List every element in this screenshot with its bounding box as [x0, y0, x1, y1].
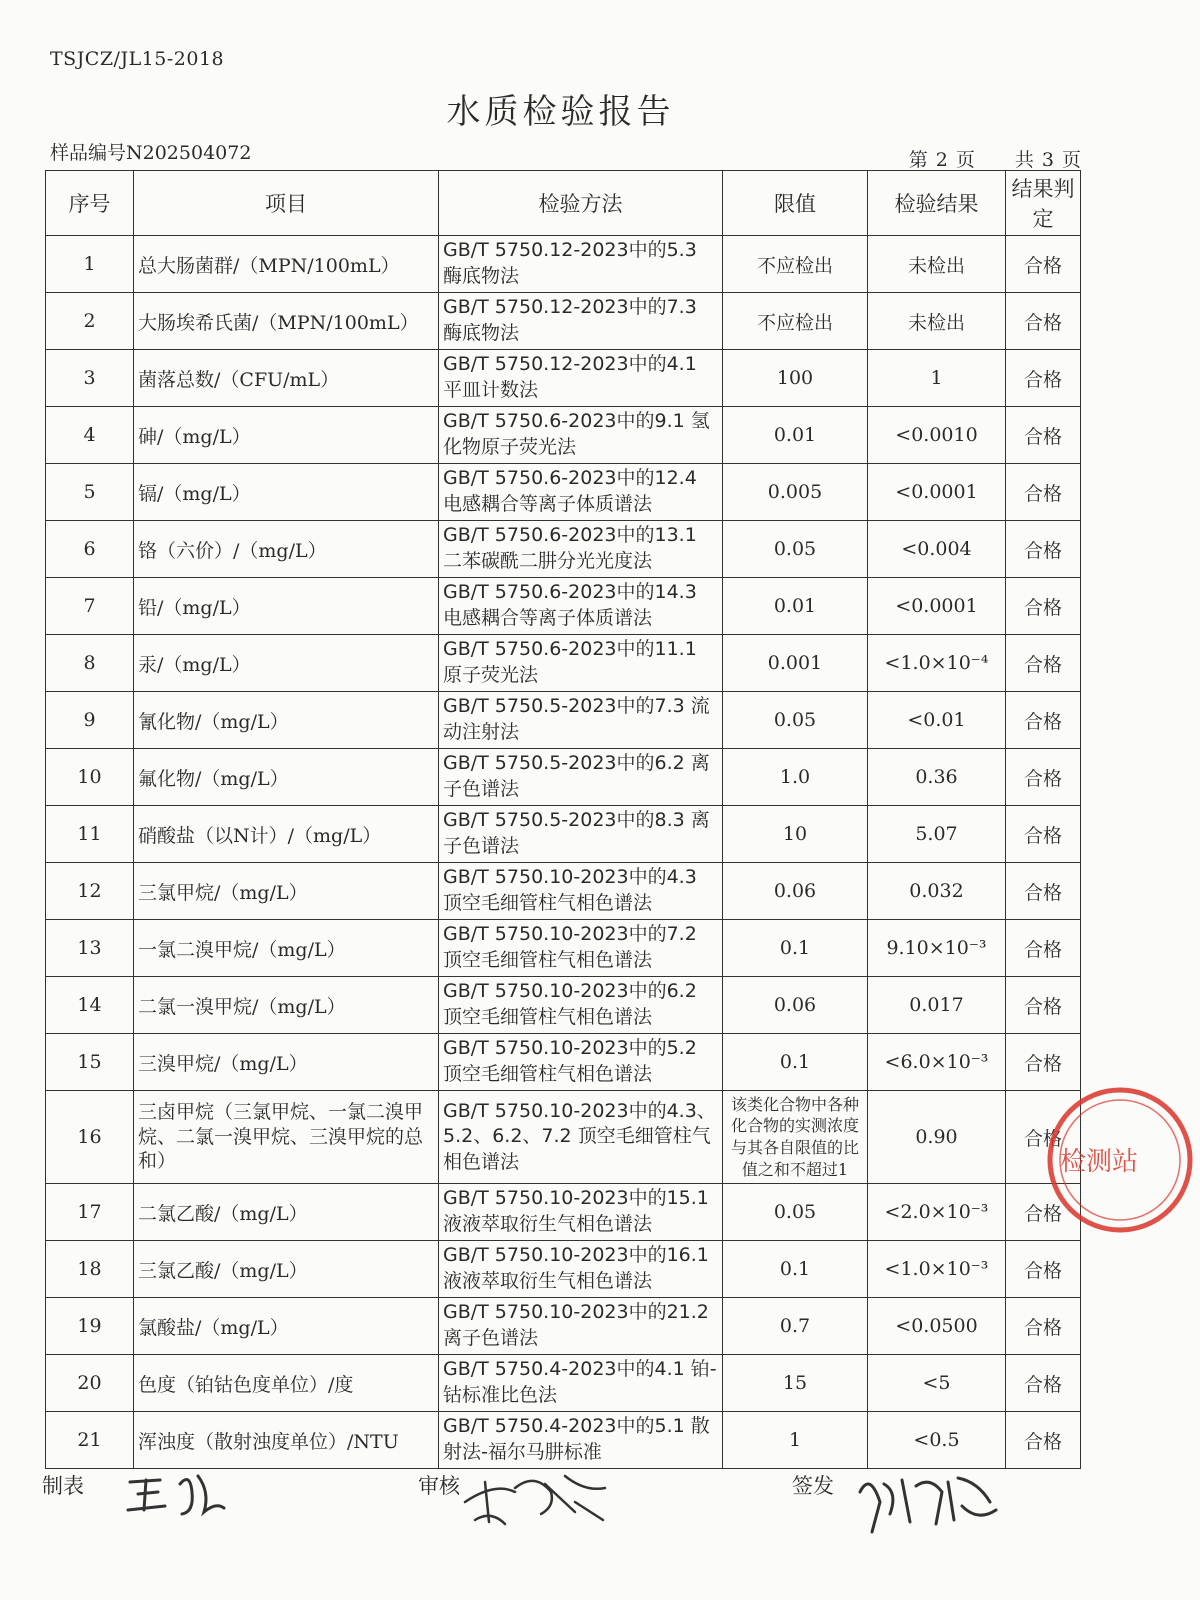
stamp-text: 检测站 — [1060, 1147, 1139, 1177]
report-title: 水质检验报告 — [446, 92, 675, 132]
table-row — [46, 1091, 1081, 1184]
cell-index: 14 — [46, 977, 134, 1034]
cell-limit: 0.1 — [723, 920, 868, 977]
cell-index: 8 — [46, 635, 134, 692]
cell-index: 4 — [46, 407, 134, 464]
cell-index: 18 — [46, 1241, 134, 1298]
cell-result: <0.0001 — [868, 464, 1006, 521]
cell-item: 汞/（mg/L） — [134, 635, 439, 692]
cell-item: 二氯乙酸/（mg/L） — [134, 1184, 439, 1241]
table-row — [46, 407, 1081, 464]
cell-judgement: 合格 — [1006, 293, 1081, 350]
cell-judgement: 合格 — [1006, 1298, 1081, 1355]
table-row — [46, 521, 1081, 578]
cell-judgement: 合格 — [1006, 236, 1081, 293]
cell-result: <6.0×10⁻³ — [868, 1034, 1006, 1091]
table-row — [46, 350, 1081, 407]
header-judgement: 结果判定 — [1006, 171, 1081, 236]
cell-result: <0.0010 — [868, 407, 1006, 464]
cell-judgement: 合格 — [1006, 977, 1081, 1034]
page-mid: 页 — [955, 149, 975, 171]
cell-limit: 0.06 — [723, 863, 868, 920]
cell-index: 21 — [46, 1412, 134, 1469]
reviewed-signature — [455, 1462, 615, 1537]
cell-method: GB/T 5750.10-2023中的16.1 液液萃取衍生气相色谱法 — [439, 1241, 723, 1298]
official-stamp — [1040, 1080, 1200, 1240]
table-row — [46, 464, 1081, 521]
header-result: 检验结果 — [868, 171, 1006, 236]
cell-limit: 100 — [723, 350, 868, 407]
cell-item: 菌落总数/（CFU/mL） — [134, 350, 439, 407]
cell-item: 硝酸盐（以N计）/（mg/L） — [134, 806, 439, 863]
cell-item: 色度（铂钴色度单位）/度 — [134, 1355, 439, 1412]
reviewed-label: 审核 — [418, 1474, 460, 1498]
cell-index: 13 — [46, 920, 134, 977]
cell-judgement: 合格 — [1006, 1184, 1081, 1241]
table-row — [46, 293, 1081, 350]
cell-item: 氰化物/（mg/L） — [134, 692, 439, 749]
page-suffix: 页 — [1061, 149, 1081, 171]
table-row — [46, 806, 1081, 863]
cell-index: 11 — [46, 806, 134, 863]
cell-judgement: 合格 — [1006, 635, 1081, 692]
cell-item: 砷/（mg/L） — [134, 407, 439, 464]
cell-result: <0.004 — [868, 521, 1006, 578]
table-row — [46, 863, 1081, 920]
cell-item: 氟化物/（mg/L） — [134, 749, 439, 806]
table-row — [46, 1184, 1081, 1241]
cell-index: 12 — [46, 863, 134, 920]
table-row — [46, 1034, 1081, 1091]
page-prefix: 第 — [908, 149, 928, 171]
cell-item: 三溴甲烷/（mg/L） — [134, 1034, 439, 1091]
cell-index: 3 — [46, 350, 134, 407]
cell-item: 总大肠菌群/（MPN/100mL） — [134, 236, 439, 293]
cell-item: 浑浊度（散射浊度单位）/NTU — [134, 1412, 439, 1469]
page-total: 3 — [1041, 149, 1054, 171]
cell-method: GB/T 5750.10-2023中的5.2 顶空毛细管柱气相色谱法 — [439, 1034, 723, 1091]
cell-result: <0.0500 — [868, 1298, 1006, 1355]
cell-item: 铅/（mg/L） — [134, 578, 439, 635]
cell-method: GB/T 5750.6-2023中的12.4 电感耦合等离子体质谱法 — [439, 464, 723, 521]
cell-index: 5 — [46, 464, 134, 521]
cell-limit: 不应检出 — [723, 293, 868, 350]
cell-limit: 0.05 — [723, 521, 868, 578]
cell-judgement: 合格 — [1006, 1091, 1081, 1184]
header-index: 序号 — [46, 171, 134, 236]
cell-item: 氯酸盐/（mg/L） — [134, 1298, 439, 1355]
cell-judgement: 合格 — [1006, 1412, 1081, 1469]
cell-result: <0.5 — [868, 1412, 1006, 1469]
cell-index: 1 — [46, 236, 134, 293]
header-method: 检验方法 — [439, 171, 723, 236]
cell-result: <0.01 — [868, 692, 1006, 749]
cell-limit: 0.005 — [723, 464, 868, 521]
cell-judgement: 合格 — [1006, 692, 1081, 749]
cell-limit: 0.1 — [723, 1034, 868, 1091]
cell-judgement: 合格 — [1006, 350, 1081, 407]
table-row — [46, 1412, 1081, 1469]
prepared-label: 制表 — [42, 1474, 84, 1498]
table-row — [46, 692, 1081, 749]
cell-method: GB/T 5750.4-2023中的4.1 铂-钴标准比色法 — [439, 1355, 723, 1412]
cell-limit: 0.06 — [723, 977, 868, 1034]
cell-result: 0.36 — [868, 749, 1006, 806]
cell-judgement: 合格 — [1006, 578, 1081, 635]
cell-judgement: 合格 — [1006, 521, 1081, 578]
table-row — [46, 749, 1081, 806]
cell-method: GB/T 5750.10-2023中的4.3 顶空毛细管柱气相色谱法 — [439, 863, 723, 920]
cell-limit: 10 — [723, 806, 868, 863]
cell-judgement: 合格 — [1006, 1241, 1081, 1298]
cell-result: <5 — [868, 1355, 1006, 1412]
cell-result: <2.0×10⁻³ — [868, 1184, 1006, 1241]
cell-judgement: 合格 — [1006, 749, 1081, 806]
cell-result: 0.90 — [868, 1091, 1006, 1184]
table-row — [46, 635, 1081, 692]
cell-method: GB/T 5750.4-2023中的5.1 散射法-福尔马肼标准 — [439, 1412, 723, 1469]
cell-item: 三卤甲烷（三氯甲烷、一氯二溴甲烷、二氯一溴甲烷、三溴甲烷的总和） — [134, 1091, 439, 1184]
cell-method: GB/T 5750.10-2023中的21.2 离子色谱法 — [439, 1298, 723, 1355]
cell-judgement: 合格 — [1006, 863, 1081, 920]
cell-limit: 0.001 — [723, 635, 868, 692]
issued-label: 签发 — [792, 1474, 834, 1498]
cell-judgement: 合格 — [1006, 1355, 1081, 1412]
cell-result: <1.0×10⁻³ — [868, 1241, 1006, 1298]
cell-index: 7 — [46, 578, 134, 635]
cell-index: 20 — [46, 1355, 134, 1412]
cell-item: 三氯甲烷/（mg/L） — [134, 863, 439, 920]
cell-method: GB/T 5750.12-2023中的4.1 平皿计数法 — [439, 350, 723, 407]
table-row — [46, 1241, 1081, 1298]
cell-method: GB/T 5750.12-2023中的7.3 酶底物法 — [439, 293, 723, 350]
cell-index: 2 — [46, 293, 134, 350]
cell-limit: 0.05 — [723, 692, 868, 749]
cell-index: 15 — [46, 1034, 134, 1091]
results-table — [45, 170, 1081, 1469]
sample-number: 样品编号N202504072 — [50, 142, 252, 164]
cell-method: GB/T 5750.10-2023中的6.2 顶空毛细管柱气相色谱法 — [439, 977, 723, 1034]
cell-index: 19 — [46, 1298, 134, 1355]
cell-method: GB/T 5750.6-2023中的11.1 原子荧光法 — [439, 635, 723, 692]
cell-limit: 15 — [723, 1355, 868, 1412]
cell-method: GB/T 5750.5-2023中的7.3 流动注射法 — [439, 692, 723, 749]
cell-result: <1.0×10⁻⁴ — [868, 635, 1006, 692]
cell-method: GB/T 5750.10-2023中的15.1 液液萃取衍生气相色谱法 — [439, 1184, 723, 1241]
cell-item: 一氯二溴甲烷/（mg/L） — [134, 920, 439, 977]
cell-limit: 不应检出 — [723, 236, 868, 293]
table-row — [46, 977, 1081, 1034]
cell-item: 镉/（mg/L） — [134, 464, 439, 521]
cell-index: 16 — [46, 1091, 134, 1184]
page-total-prefix: 共 — [1014, 149, 1034, 171]
cell-judgement: 合格 — [1006, 464, 1081, 521]
cell-limit: 1 — [723, 1412, 868, 1469]
cell-method: GB/T 5750.5-2023中的8.3 离子色谱法 — [439, 806, 723, 863]
cell-judgement: 合格 — [1006, 920, 1081, 977]
cell-method: GB/T 5750.5-2023中的6.2 离子色谱法 — [439, 749, 723, 806]
page-current: 2 — [935, 149, 948, 171]
cell-method: GB/T 5750.6-2023中的14.3 电感耦合等离子体质谱法 — [439, 578, 723, 635]
page-info — [901, 145, 1081, 172]
issued-signature — [850, 1462, 1000, 1542]
cell-limit: 该类化合物中各种化合物的实测浓度与其各自限值的比值之和不超过1 — [723, 1091, 868, 1184]
cell-judgement: 合格 — [1006, 407, 1081, 464]
cell-result: <0.0001 — [868, 578, 1006, 635]
cell-result: 9.10×10⁻³ — [868, 920, 1006, 977]
cell-limit: 1.0 — [723, 749, 868, 806]
document-code: TSJCZ/JL15-2018 — [50, 48, 225, 70]
cell-result: 未检出 — [868, 293, 1006, 350]
cell-limit: 0.7 — [723, 1298, 868, 1355]
cell-method: GB/T 5750.6-2023中的13.1 二苯碳酰二肼分光光度法 — [439, 521, 723, 578]
table-row — [46, 1298, 1081, 1355]
table-header-row — [46, 171, 1081, 236]
table-row — [46, 236, 1081, 293]
cell-limit: 0.01 — [723, 407, 868, 464]
table-row — [46, 920, 1081, 977]
cell-index: 10 — [46, 749, 134, 806]
cell-item: 三氯乙酸/（mg/L） — [134, 1241, 439, 1298]
header-item: 项目 — [134, 171, 439, 236]
cell-judgement: 合格 — [1006, 806, 1081, 863]
cell-method: GB/T 5750.10-2023中的7.2 顶空毛细管柱气相色谱法 — [439, 920, 723, 977]
header-limit: 限值 — [723, 171, 868, 236]
cell-item: 铬（六价）/（mg/L） — [134, 521, 439, 578]
cell-result: 未检出 — [868, 236, 1006, 293]
cell-result: 1 — [868, 350, 1006, 407]
cell-limit: 0.01 — [723, 578, 868, 635]
cell-index: 17 — [46, 1184, 134, 1241]
cell-judgement: 合格 — [1006, 1034, 1081, 1091]
prepared-signature — [120, 1462, 230, 1522]
cell-index: 6 — [46, 521, 134, 578]
cell-result: 5.07 — [868, 806, 1006, 863]
cell-item: 大肠埃希氏菌/（MPN/100mL） — [134, 293, 439, 350]
table-row — [46, 1355, 1081, 1412]
cell-index: 9 — [46, 692, 134, 749]
cell-item: 二氯一溴甲烷/（mg/L） — [134, 977, 439, 1034]
cell-method: GB/T 5750.6-2023中的9.1 氢化物原子荧光法 — [439, 407, 723, 464]
cell-limit: 0.05 — [723, 1184, 868, 1241]
cell-limit: 0.1 — [723, 1241, 868, 1298]
cell-method: GB/T 5750.10-2023中的4.3、5.2、6.2、7.2 顶空毛细管柱气相色谱法 — [439, 1091, 723, 1184]
cell-result: 0.032 — [868, 863, 1006, 920]
cell-result: 0.017 — [868, 977, 1006, 1034]
table-row — [46, 578, 1081, 635]
cell-method: GB/T 5750.12-2023中的5.3 酶底物法 — [439, 236, 723, 293]
